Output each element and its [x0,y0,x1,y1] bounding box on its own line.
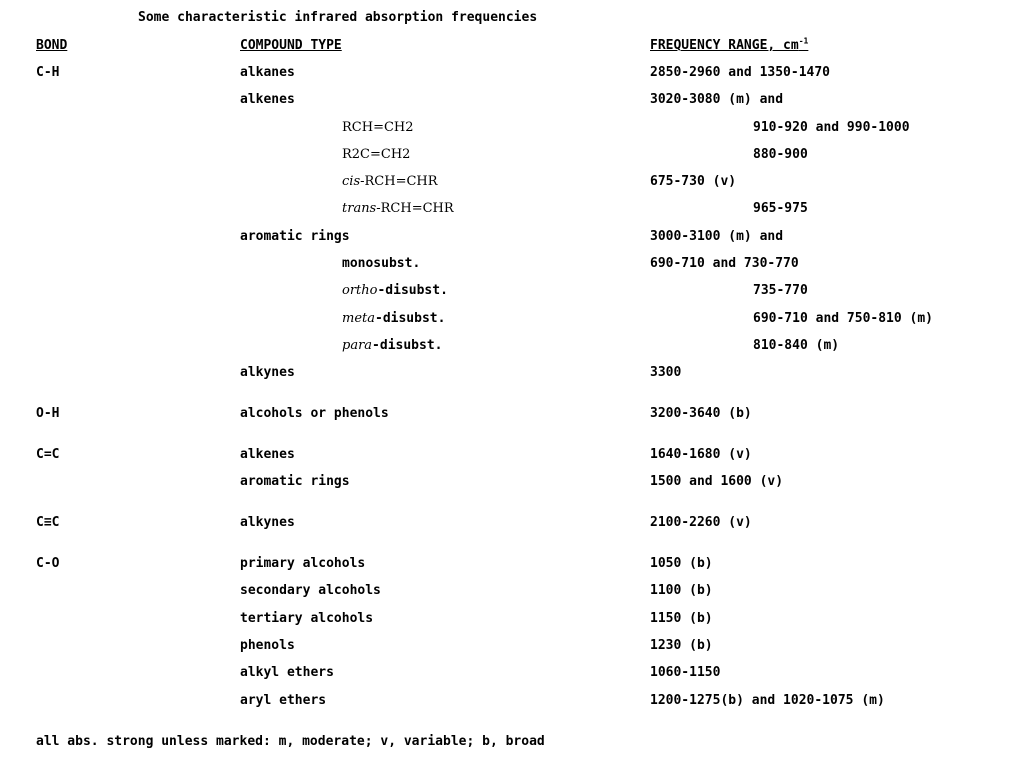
ortho-rest: -disubst. [377,283,448,298]
bond-ch: C-H [36,65,60,80]
ortho-prefix: ortho [342,283,378,298]
freq-aryl-ethers: 1200-1275(b) and 1020-1075 (m) [650,693,885,708]
freq-alkenes: 3020-3080 (m) and [650,92,784,107]
type-tertiary-alcohols: tertiary alcohols [240,611,374,626]
footnote: all abs. strong unless marked: m, moderate; v, variable; b, broad [36,734,545,749]
subtype-meta [342,311,445,327]
bond-oh: O-H [36,406,60,421]
freq-rch-ch2: 910-920 and 990-1000 [753,120,910,135]
header-compound-type: COMPOUND TYPE [240,38,342,53]
bond-co: C-O [36,556,60,571]
freq-aromatic-rings: 3000-3100 (m) and [650,229,784,244]
type-phenols: phenols [240,638,295,653]
subtype-ortho [342,283,448,299]
freq-tertiary-alcohols: 1150 (b) [650,611,713,626]
type-primary-alcohols: primary alcohols [240,556,366,571]
para-prefix: para [342,338,373,353]
header-bond: BOND [36,38,68,53]
cis-prefix: cis [342,174,361,189]
freq-cc-alkenes: 1640-1680 (v) [650,447,752,462]
type-secondary-alcohols: secondary alcohols [240,583,381,598]
type-ctc-alkynes: alkynes [240,515,295,530]
type-aromatic-rings: aromatic rings [240,229,350,244]
trans-rest: -RCH=CHR [376,201,454,216]
subtype-cis [342,174,438,190]
freq-secondary-alcohols: 1100 (b) [650,583,713,598]
subtype-para [342,338,443,354]
freq-cc-aromatic: 1500 and 1600 (v) [650,474,784,489]
type-cc-alkenes: alkenes [240,447,295,462]
freq-trans: 965-975 [753,201,808,216]
freq-alkynes: 3300 [650,365,682,380]
subtype-rch-ch2: RCH=CH2 [342,120,414,135]
type-aryl-ethers: aryl ethers [240,693,327,708]
para-rest: -disubst. [372,338,443,353]
type-alkynes: alkynes [240,365,295,380]
freq-meta: 690-710 and 750-810 (m) [753,311,934,326]
subtype-trans [342,201,454,217]
meta-prefix: meta [342,311,375,326]
freq-ortho: 735-770 [753,283,808,298]
trans-prefix: trans [342,201,377,216]
freq-ctc-alkynes: 2100-2260 (v) [650,515,752,530]
document-title: Some characteristic infrared absorption frequencies [138,10,538,25]
type-alkanes: alkanes [240,65,295,80]
freq-primary-alcohols: 1050 (b) [650,556,713,571]
freq-alcohols-phenols: 3200-3640 (b) [650,406,752,421]
header-frequency-unit-exponent: -1 [798,36,809,46]
meta-rest: -disubst. [375,311,446,326]
freq-alkyl-ethers: 1060-1150 [650,665,721,680]
bond-cc-triple: C≡C [36,515,60,530]
type-cc-aromatic: aromatic rings [240,474,350,489]
type-alkenes: alkenes [240,92,295,107]
subtype-r2c-ch2: R2C=CH2 [342,147,411,162]
freq-phenols: 1230 (b) [650,638,713,653]
type-alcohols-phenols: alcohols or phenols [240,406,389,421]
freq-cis: 675-730 (v) [650,174,737,189]
subtype-monosubst: monosubst. [342,256,421,271]
freq-r2c-ch2: 880-900 [753,147,808,162]
header-frequency-range [650,38,808,54]
freq-para: 810-840 (m) [753,338,840,353]
freq-alkanes: 2850-2960 and 1350-1470 [650,65,831,80]
type-alkyl-ethers: alkyl ethers [240,665,334,680]
freq-monosubst: 690-710 and 730-770 [650,256,799,271]
bond-cc-double: C=C [36,447,60,462]
header-frequency-label: FREQUENCY RANGE, cm [650,38,799,53]
cis-rest: -RCH=CHR [360,174,438,189]
